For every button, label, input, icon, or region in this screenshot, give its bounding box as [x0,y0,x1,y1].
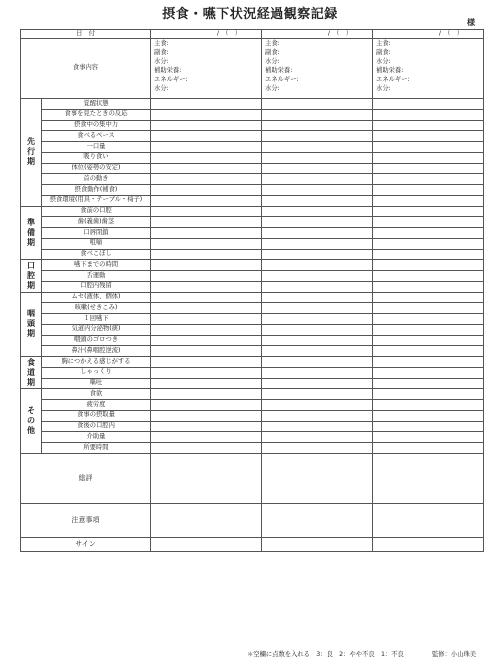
score-cell[interactable] [373,421,484,432]
score-cell[interactable] [151,174,262,185]
score-cell[interactable] [262,249,373,260]
score-cell[interactable] [151,99,262,110]
score-cell[interactable] [373,324,484,335]
score-cell[interactable] [151,324,262,335]
form-title: 摂食・嚥下状況経過観察記録 [162,7,338,22]
score-cell[interactable] [373,281,484,292]
score-cell[interactable] [373,303,484,314]
score-legend: ＊空欄に点数を入れる 3：良 2：やや不良 1：不良 [247,651,404,658]
score-cell[interactable] [262,281,373,292]
category-name: 咽頭期 [27,309,35,339]
score-cell[interactable] [373,174,484,185]
meal-field-label: 補助栄養: [376,67,404,74]
score-cell[interactable] [151,120,262,131]
meal-field-label: 主食: [265,40,280,47]
meal-field-label: 副食: [265,49,280,56]
item-label: 食べこぼし [42,249,151,260]
summary-cell[interactable] [151,453,262,503]
item-label: 口唇閉鎖 [42,228,151,239]
meal-field-label: 主食: [154,40,169,47]
date-label: 日 付 [21,30,151,39]
item-label: 嘔吐 [42,378,151,389]
item-label: 摂食動作(補食) [42,185,151,196]
meal-content-cell[interactable] [373,39,484,99]
item-label: 咀嚼 [42,238,151,249]
meal-field-label: 水分: [376,58,391,65]
score-cell[interactable] [151,443,262,454]
notes-cell[interactable] [262,503,373,537]
sign-cell[interactable] [262,537,373,551]
item-label: 口腔内残留 [42,281,151,292]
score-cell[interactable] [262,410,373,421]
item-label: 気道内分泌物(痰) [42,324,151,335]
score-cell[interactable] [373,271,484,282]
item-label: 鼻汁(鼻咽腔逆流) [42,346,151,357]
sign-cell[interactable] [151,537,262,551]
score-cell[interactable] [151,400,262,411]
notes-cell[interactable] [151,503,262,537]
score-cell[interactable] [151,357,262,368]
score-cell[interactable] [373,238,484,249]
category-label [21,260,42,292]
item-label: 食前の口腔 [42,206,151,217]
score-cell[interactable] [262,152,373,163]
score-cell[interactable] [151,163,262,174]
score-cell[interactable] [373,260,484,271]
score-cell[interactable] [373,389,484,400]
score-cell[interactable] [262,206,373,217]
score-cell[interactable] [262,367,373,378]
meal-field-label: 副食: [376,49,391,56]
score-cell[interactable] [151,206,262,217]
item-label: 摂食中の集中力 [42,120,151,131]
item-label: 食欲 [42,389,151,400]
item-label: 所要時間 [42,443,151,454]
score-cell[interactable] [262,142,373,153]
item-label: 咳嗽(せきこみ) [42,303,151,314]
score-cell[interactable] [151,249,262,260]
score-cell[interactable] [262,292,373,303]
summary-cell[interactable] [262,453,373,503]
score-cell[interactable] [151,410,262,421]
score-cell[interactable] [151,109,262,120]
score-cell[interactable] [262,120,373,131]
category-name: 準備期 [27,217,35,247]
score-cell[interactable] [151,131,262,142]
score-cell[interactable] [151,281,262,292]
meal-field-label: 補助栄養: [154,67,182,74]
meal-content-cell[interactable] [262,39,373,99]
score-cell[interactable] [151,314,262,325]
score-cell[interactable] [262,432,373,443]
score-cell[interactable] [151,142,262,153]
score-cell[interactable] [151,421,262,432]
score-cell[interactable] [151,217,262,228]
category-name: その他 [27,406,35,435]
score-cell[interactable] [151,292,262,303]
score-cell[interactable] [262,238,373,249]
score-cell[interactable] [151,303,262,314]
score-cell[interactable] [373,109,484,120]
score-cell[interactable] [373,410,484,421]
score-cell[interactable] [262,260,373,271]
score-cell[interactable] [373,163,484,174]
score-cell[interactable] [151,152,262,163]
item-label: 舌運動 [42,271,151,282]
meal-field-label: 水分: [265,85,280,92]
meal-field-label: 水分: [376,85,391,92]
score-cell[interactable] [262,271,373,282]
score-cell[interactable] [262,346,373,357]
score-cell[interactable] [262,163,373,174]
score-cell[interactable] [151,389,262,400]
score-cell[interactable] [262,303,373,314]
meal-field-label: 水分: [265,58,280,65]
item-label: ムセ(液体、個体) [42,292,151,303]
category-label [21,389,42,454]
item-label: 介助量 [42,432,151,443]
score-cell[interactable] [262,174,373,185]
item-label: 食後の口腔内 [42,421,151,432]
score-cell[interactable] [262,185,373,196]
category-name: 先行期 [27,137,35,167]
score-cell[interactable] [262,324,373,335]
score-cell[interactable] [373,195,484,206]
date-cell[interactable]: / （ ） [373,30,484,39]
score-cell[interactable] [373,400,484,411]
item-label: 食べるペース [42,131,151,142]
score-cell[interactable] [373,378,484,389]
score-cell[interactable] [373,335,484,346]
score-cell[interactable] [262,217,373,228]
meal-field-label: 副食: [154,49,169,56]
summary-label: 総評 [21,453,151,503]
item-label: 食事を見たときの反応 [42,109,151,120]
score-cell[interactable] [262,99,373,110]
item-label: 摂食環境(用具・テーブル・椅子) [42,195,151,206]
score-cell[interactable] [151,238,262,249]
summary-cell[interactable] [373,453,484,503]
score-cell[interactable] [373,292,484,303]
score-cell[interactable] [373,249,484,260]
score-cell[interactable] [262,443,373,454]
score-cell[interactable] [373,217,484,228]
score-cell[interactable] [262,228,373,239]
category-label [21,99,42,207]
observation-table [20,29,484,552]
meal-field-label: エネルギー: [265,76,299,83]
date-cell[interactable]: / （ ） [262,30,373,39]
notes-cell[interactable] [373,503,484,537]
item-label: 体位(姿勢の安定) [42,163,151,174]
score-cell[interactable] [373,367,484,378]
score-cell[interactable] [373,99,484,110]
score-cell[interactable] [262,109,373,120]
score-cell[interactable] [151,185,262,196]
category-name: 食道期 [27,357,35,387]
score-cell[interactable] [151,378,262,389]
score-cell[interactable] [262,357,373,368]
score-cell[interactable] [151,346,262,357]
score-cell[interactable] [373,142,484,153]
sign-cell[interactable] [373,537,484,551]
item-label: 覚醒状態 [42,99,151,110]
meal-field-label: 水分: [154,85,169,92]
date-cell[interactable]: / （ ） [151,30,262,39]
meal-field-label: エネルギー: [154,76,188,83]
item-label: 首の動き [42,174,151,185]
supervisor-credit: 監修：小山珠美 [432,651,477,658]
category-label [21,206,42,260]
score-cell[interactable] [373,185,484,196]
meal-field-label: 水分: [154,58,169,65]
score-cell[interactable] [373,228,484,239]
score-cell[interactable] [151,260,262,271]
score-cell[interactable] [151,335,262,346]
score-cell[interactable] [262,314,373,325]
item-label: しゃっくり [42,367,151,378]
item-label: １回嚥下 [42,314,151,325]
score-cell[interactable] [262,389,373,400]
score-cell[interactable] [262,335,373,346]
score-cell[interactable] [373,120,484,131]
score-cell[interactable] [151,195,262,206]
score-cell[interactable] [373,206,484,217]
score-cell[interactable] [262,195,373,206]
item-label: 嚥下までの時間 [42,260,151,271]
sign-label: サイン [21,537,151,551]
item-label: 吸り食い [42,152,151,163]
score-cell[interactable] [373,443,484,454]
meal-field-label: エネルギー: [376,76,410,83]
score-cell[interactable] [151,271,262,282]
item-label: 咽頭のゴロつき [42,335,151,346]
score-cell[interactable] [262,421,373,432]
score-cell[interactable] [373,357,484,368]
score-cell[interactable] [151,367,262,378]
item-label: 疲労度 [42,400,151,411]
category-label [21,357,42,389]
score-cell[interactable] [373,432,484,443]
item-label: 一口量 [42,142,151,153]
meal-content-cell[interactable] [151,39,262,99]
score-cell[interactable] [373,131,484,142]
meal-field-label: 補助栄養: [265,67,293,74]
meal-content-label: 食事内容 [21,39,151,99]
notes-label: 注意事項 [21,503,151,537]
score-cell[interactable] [373,346,484,357]
score-cell[interactable] [373,314,484,325]
score-cell[interactable] [262,378,373,389]
item-label: 胸につかえる感じがする [42,357,151,368]
item-label: 食事の摂取量 [42,410,151,421]
score-cell[interactable] [262,400,373,411]
category-label [21,292,42,357]
score-cell[interactable] [151,228,262,239]
item-label: 歯(義歯)歯茎 [42,217,151,228]
score-cell[interactable] [151,432,262,443]
score-cell[interactable] [262,131,373,142]
meal-field-label: 主食: [376,40,391,47]
category-name: 口腔期 [27,260,35,290]
score-cell[interactable] [373,152,484,163]
honorific-label: 様 [467,18,475,27]
